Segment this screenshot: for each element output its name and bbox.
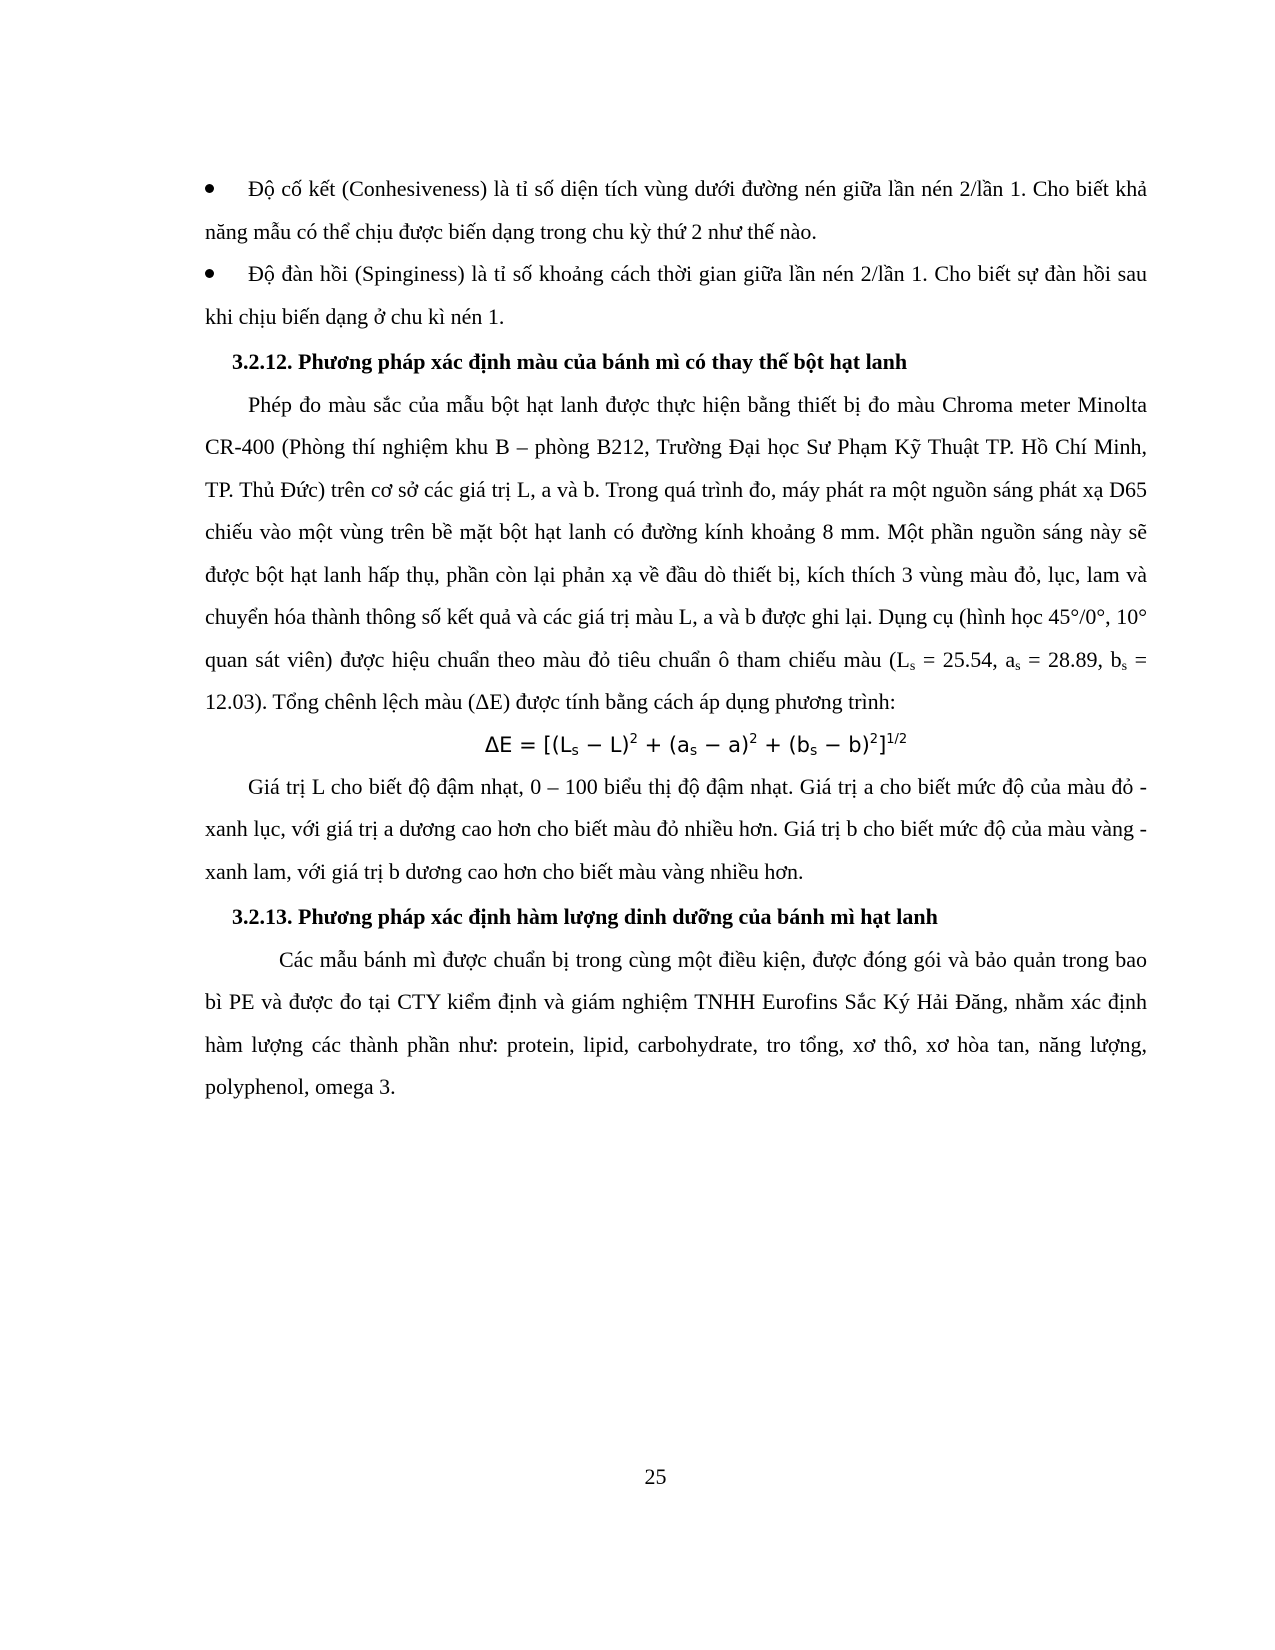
formula-part: + (b — [757, 732, 810, 757]
bullet-item-cohesiveness — [205, 168, 1147, 253]
formula-subscript: s — [810, 742, 818, 759]
formula-part: − L) — [578, 732, 630, 757]
bullet-text: Độ đàn hồi (Spinginess) là tỉ số khoảng cách thời gian giữa lần nén 2/lần 1. Cho biết sự đàn hồi sau khi chịu biến dạng ở chu kì nén 1. — [205, 261, 1147, 329]
subscript: s — [909, 658, 916, 674]
formula-exponent: 2 — [869, 731, 879, 747]
formula-part: ] — [878, 732, 887, 757]
bullet-dot-icon — [205, 184, 214, 193]
bullet-dot-icon — [205, 269, 214, 278]
subscript: s — [1121, 658, 1128, 674]
formula-subscript: s — [571, 742, 579, 759]
paragraph-text: = 25.54, a — [915, 646, 1016, 672]
delta-e-formula — [205, 724, 1147, 766]
subscript: s — [1015, 658, 1021, 674]
section-heading-3-2-12: 3.2.12. Phương pháp xác định màu của bánh mì có thay thế bột hạt lanh — [232, 349, 908, 374]
formula-exponent: 2 — [749, 731, 758, 747]
formula-part: + (a — [637, 732, 690, 757]
paragraph-text: = 28.89, b — [1020, 646, 1122, 672]
formula-part: − b) — [817, 732, 870, 757]
formula-exponent: 2 — [629, 731, 638, 747]
formula-part: ΔE = [(L — [484, 732, 572, 757]
paragraph-text: = 12.03). Tổng chênh lệch màu (ΔE) được tính bằng cách áp dụng phương trình: — [205, 646, 1147, 714]
page-content — [205, 168, 1147, 1109]
formula-subscript: s — [689, 742, 698, 759]
paragraph-text: Phép đo màu sắc của mẫu bột hạt lanh được thực hiện bằng thiết bị đo màu Chroma meter Minolta CR-400 (Phòng thí nghiệm khu B – phòng B212, Trường Đại học Sư Phạm Kỹ Thuật TP. Hồ Chí Minh, TP. Thủ Đức) trên cơ sở các giá trị L, a và b. Trong quá trình đo, máy phát ra một nguồn sáng phát xạ D65 chiếu vào một vùng trên bề mặt bột hạt lanh có đường kính khoảng 8 mm. Một phần nguồn sáng này sẽ được bột hạt lanh hấp thụ, phần còn lại phản xạ về đầu dò thiết bị, kích thích 3 vùng màu đỏ, lục, lam và chuyển hóa thành thông số kết quả và các giá trị màu L, a và b được ghi lại. Dụng cụ (hình học 45°/0°, 10° quan sát viên) được hiệu chuẩn theo màu đỏ tiêu chuẩn ô tham chiếu màu (L — [205, 391, 1147, 672]
formula-part: − a) — [697, 732, 750, 757]
paragraph-lab-values: Giá trị L cho biết độ đậm nhạt, 0 – 100 biểu thị độ đậm nhạt. Giá trị a cho biết mức độ của màu đỏ - xanh lục, với giá trị a dương cao hơn cho biết màu đỏ nhiều hơn. Giá trị b cho biết mức độ của màu vàng - xanh lam, với giá trị b dương cao hơn cho biết màu vàng nhiều hơn. — [205, 773, 1147, 884]
formula-exponent: 1/2 — [886, 731, 908, 747]
paragraph-color-method — [205, 384, 1147, 724]
bullet-item-springiness — [205, 253, 1147, 338]
bullet-text: Độ cố kết (Conhesiveness) là tỉ số diện tích vùng dưới đường nén giữa lần nén 2/lần 1. Cho biết khả năng mẫu có thể chịu được biến dạng trong chu kỳ thứ 2 như thế nào. — [205, 176, 1147, 244]
page-number: 25 — [644, 1464, 667, 1489]
paragraph-nutrition-method: Các mẫu bánh mì được chuẩn bị trong cùng một điều kiện, được đóng gói và bảo quản trong bao bì PE và được đo tại CTY kiểm định và giám nghiệm TNHH Eurofins Sắc Ký Hải Đăng, nhằm xác định hàm lượng các thành phần như: protein, lipid, carbohydrate, tro tổng, xơ thô, xơ hòa tan, năng lượng, polyphenol, omega 3. — [205, 946, 1147, 1099]
section-heading-3-2-13: 3.2.13. Phương pháp xác định hàm lượng dinh dưỡng của bánh mì hạt lanh — [232, 904, 938, 929]
